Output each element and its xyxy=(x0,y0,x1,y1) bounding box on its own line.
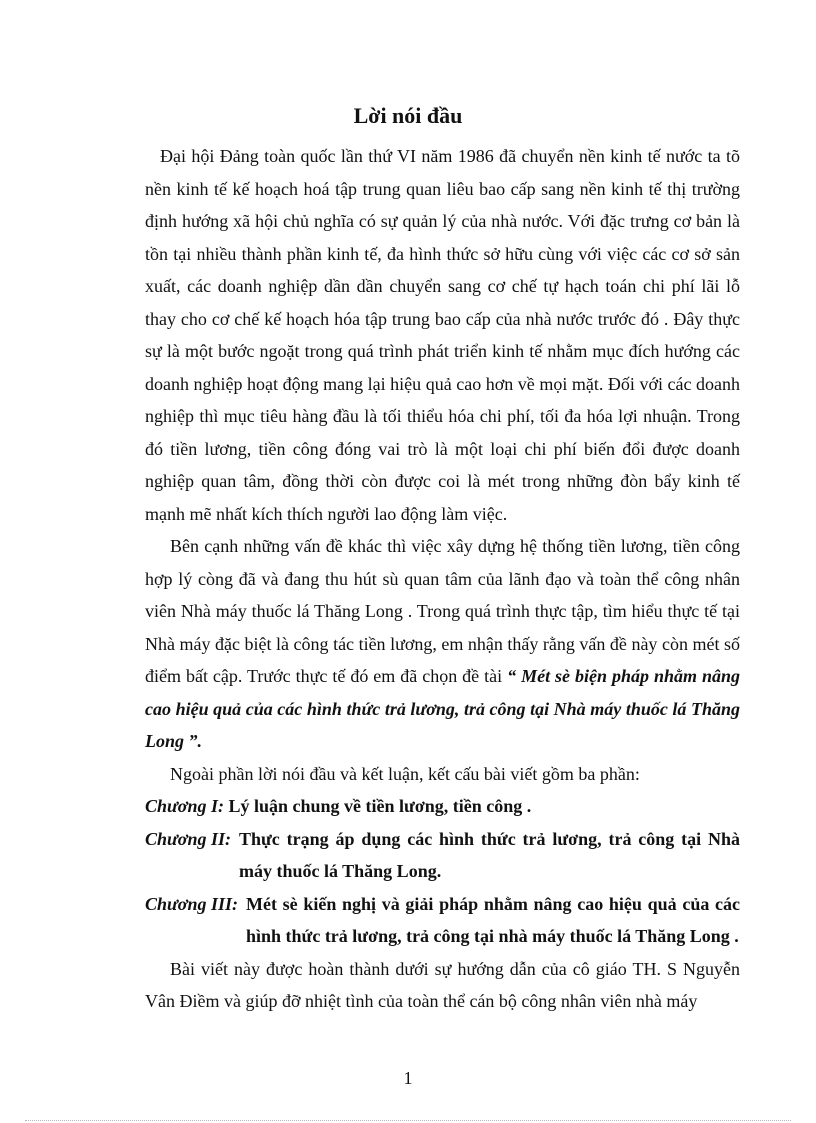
chapter-2 xyxy=(145,823,740,888)
topic-title: “ Mét sè biện pháp nhằm nâng cao hiệu quả của các hình thức trả lương, trả công tại Nhà máy thuốc lá Thăng Long ”. xyxy=(145,666,740,751)
document-body xyxy=(145,140,740,1018)
chapter-1 xyxy=(145,790,740,823)
paragraph-topic-text: Bên cạnh những vấn đề khác thì việc xây dựng hệ thống tiền lương, tiền công hợp lý còng đã và đang thu hút sù quan tâm của lãnh đạo và toàn thể công nhân viên Nhà máy thuốc lá Thăng Long . Trong quá trình thực tập, tìm hiểu thực tế tại Nhà máy đặc biệt là công tác tiền lương, em nhận thấy rằng vấn đề này còn mét số điểm bất cập. Trước thực tế đó em đã chọn đề tài xyxy=(145,536,740,686)
chapter-3-text: Mét sè kiến nghị và giải pháp nhằm nâng cao hiệu quả của các hình thức trả lương, trả công tại nhà máy thuốc lá Thăng Long . xyxy=(245,893,740,946)
chapter-1-text: Lý luận chung về tiền lương, tiền công . xyxy=(228,796,532,816)
page-number: 1 xyxy=(403,1068,413,1088)
paragraph-acknowledgement: Bài viết này được hoàn thành dưới sự hướng dẫn của cô giáo TH. S Nguyễn Vân Điềm và giúp đỡ nhiệt tình của toàn thể cán bộ công nhân viên nhà máy xyxy=(145,958,740,1011)
chapter-2-label: Chương II: xyxy=(145,828,231,849)
chapter-1-label: Chương I: xyxy=(145,796,224,816)
chapter-3 xyxy=(145,888,740,953)
paragraph-intro: Đại hội Đảng toàn quốc lần thứ VI năm 1986 đã chuyển nền kinh tế nước ta tõ nền kinh tế kế hoạch hoá tập trung quan liêu bao cấp sang nền kinh tế thị trường định hướng xã hội chủ nghĩa có sự quản lý của nhà nước. Với đặc trưng cơ bản là tồn tại nhiều thành phần kinh tế, đa hình thức sở hữu cùng với việc các cơ sở sản xuất, các doanh nghiệp dần dần chuyển sang cơ chế tự hạch toán chi phí lãi lỗ thay cho cơ chế kế hoạch hóa tập trung bao cấp của nhà nước trước đó . Đây thực sự là một bước ngoặt trong quá trình phát triển kinh tế nhằm mục đích hướng các doanh nghiệp hoạt động mang lại hiệu quả cao hơn về mọi mặt. Đối với các doanh nghiệp thì mục tiêu hàng đầu là tối thiểu hóa chi phí, tối đa hóa lợi nhuận. Trong đó tiền lương, tiền công đóng vai trò là một loại chi phí biến đổi được doanh nghiệp quan tâm, đồng thời còn được coi là mét trong những đòn bẩy kinh tế mạnh mẽ nhất kích thích người lao động làm việc. xyxy=(145,146,740,524)
page-title: Lời nói đầu xyxy=(353,103,463,128)
paragraph-topic xyxy=(145,530,740,758)
chapter-2-text: Thực trạng áp dụng các hình thức trả lương, trả công tại Nhà máy thuốc lá Thăng Long. xyxy=(238,828,740,881)
chapter-3-label: Chương III: xyxy=(145,893,238,914)
page-bottom-border xyxy=(25,1120,791,1121)
paragraph-structure: Ngoài phần lời nói đầu và kết luận, kết cấu bài viết gồm ba phần: xyxy=(170,763,640,784)
